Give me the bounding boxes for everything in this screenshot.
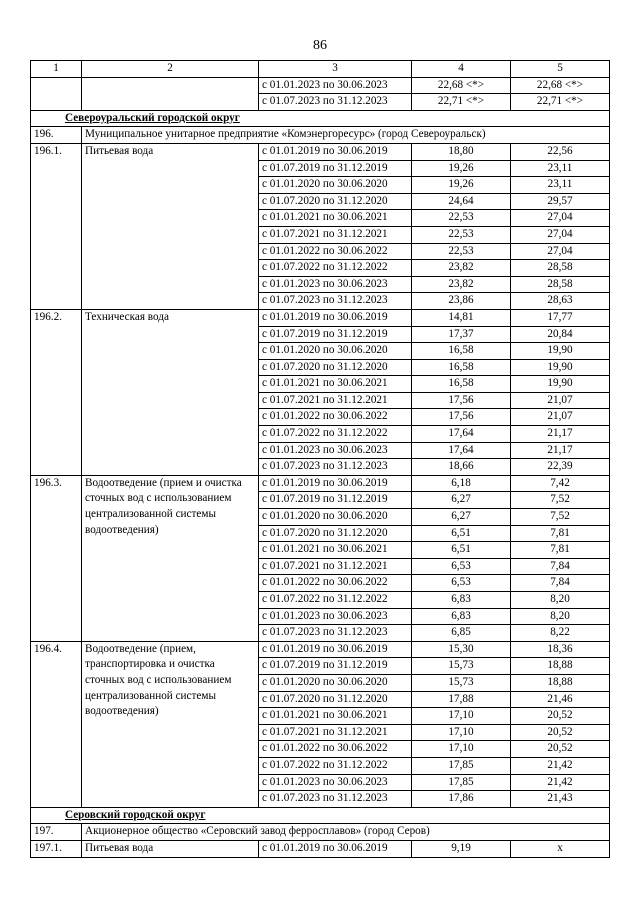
value-cell-5: 19,90: [511, 376, 610, 393]
value-cell-4: 6,51: [412, 525, 511, 542]
period-cell: с 01.07.2022 по 31.12.2022: [259, 757, 412, 774]
period-cell: с 01.01.2023 по 30.06.2023: [259, 774, 412, 791]
period-cell: с 01.01.2019 по 30.06.2019: [259, 475, 412, 492]
value-cell-4: 16,58: [412, 376, 511, 393]
item-name: Техническая вода: [82, 309, 259, 475]
value-cell-5: 21,07: [511, 392, 610, 409]
value-cell-5: 8,20: [511, 592, 610, 609]
value-cell-4: 6,85: [412, 625, 511, 642]
value-cell-5: 27,04: [511, 210, 610, 227]
period-cell: с 01.07.2021 по 31.12.2021: [259, 226, 412, 243]
period-cell: с 01.01.2023 по 30.06.2023: [259, 276, 412, 293]
value-cell-4: 6,53: [412, 575, 511, 592]
value-cell-5: 28,58: [511, 276, 610, 293]
header-col-4: 4: [412, 61, 511, 78]
value-cell-5: 23,11: [511, 160, 610, 177]
value-cell-4: 15,30: [412, 641, 511, 658]
value-cell-4: 6,18: [412, 475, 511, 492]
value-cell-4: 18,80: [412, 143, 511, 160]
value-cell-4: 14,81: [412, 309, 511, 326]
org-name: Акционерное общество «Серовский завод ферросплавов» (город Серов): [82, 824, 610, 841]
value-cell-5: 19,90: [511, 359, 610, 376]
period-cell: с 01.01.2022 по 30.06.2022: [259, 575, 412, 592]
value-cell-5: 19,90: [511, 343, 610, 360]
item-name: Водоотведение (прием и очистка сточных вод с использованием централизованной системы водоотведения): [82, 475, 259, 641]
value-cell-4: 15,73: [412, 658, 511, 675]
value-cell-5: 21,17: [511, 442, 610, 459]
value-cell-4: 22,53: [412, 210, 511, 227]
section-title: Североуральский городской округ: [31, 110, 610, 127]
value-cell-5: 29,57: [511, 193, 610, 210]
table-row: [31, 309, 610, 326]
period-cell: с 01.07.2020 по 31.12.2020: [259, 193, 412, 210]
table-row: [31, 475, 610, 492]
value-cell-4: 6,27: [412, 492, 511, 509]
value-cell-4: 6,53: [412, 558, 511, 575]
value-cell-5: x: [511, 840, 610, 857]
value-cell-4: 22,53: [412, 243, 511, 260]
table-row: [31, 840, 610, 857]
value-cell-4: 16,58: [412, 359, 511, 376]
section-title: Серовский городской округ: [31, 807, 610, 824]
value-cell-4: 17,64: [412, 426, 511, 443]
value-cell-5: 22,39: [511, 459, 610, 476]
value-cell-5: 21,42: [511, 774, 610, 791]
tariff-table: [30, 60, 610, 858]
period-cell: с 01.07.2019 по 31.12.2019: [259, 492, 412, 509]
value-cell-5: 21,43: [511, 791, 610, 808]
value-cell-4: 23,86: [412, 293, 511, 310]
table-row: [31, 77, 610, 94]
header-col-1: 1: [31, 61, 82, 78]
item-name: Питьевая вода: [82, 143, 259, 309]
period-cell: с 01.07.2020 по 31.12.2020: [259, 691, 412, 708]
value-cell-5: 23,11: [511, 177, 610, 194]
period-cell: с 01.01.2022 по 30.06.2022: [259, 243, 412, 260]
item-number: 196.4.: [31, 641, 82, 807]
period-cell: с 01.01.2022 по 30.06.2022: [259, 409, 412, 426]
value-cell-5: 22,56: [511, 143, 610, 160]
value-cell-5: 27,04: [511, 243, 610, 260]
org-number: 196.: [31, 127, 82, 144]
period-cell: с 01.01.2023 по 30.06.2023: [259, 77, 412, 94]
period-cell: с 01.07.2022 по 31.12.2022: [259, 426, 412, 443]
period-cell: с 01.07.2021 по 31.12.2021: [259, 558, 412, 575]
value-cell-4: 17,86: [412, 791, 511, 808]
value-cell-5: 7,84: [511, 575, 610, 592]
value-cell-4: 24,64: [412, 193, 511, 210]
value-cell-4: 17,37: [412, 326, 511, 343]
period-cell: с 01.01.2021 по 30.06.2021: [259, 210, 412, 227]
value-cell-4: 15,73: [412, 674, 511, 691]
period-cell: с 01.01.2021 по 30.06.2021: [259, 542, 412, 559]
value-cell-4: 17,56: [412, 409, 511, 426]
period-cell: с 01.07.2023 по 31.12.2023: [259, 94, 412, 111]
period-cell: с 01.07.2019 по 31.12.2019: [259, 658, 412, 675]
period-cell: с 01.07.2022 по 31.12.2022: [259, 592, 412, 609]
value-cell-5: 20,52: [511, 724, 610, 741]
value-cell-4: 19,26: [412, 160, 511, 177]
value-cell-5: 27,04: [511, 226, 610, 243]
item-number: 196.2.: [31, 309, 82, 475]
value-cell-5: 21,42: [511, 757, 610, 774]
value-cell-5: 8,22: [511, 625, 610, 642]
empty-cell: [31, 77, 82, 110]
value-cell-4: 23,82: [412, 276, 511, 293]
value-cell-4: 17,88: [412, 691, 511, 708]
period-cell: с 01.01.2023 по 30.06.2023: [259, 442, 412, 459]
value-cell-5: 22,68 <*>: [511, 77, 610, 94]
item-number: 196.3.: [31, 475, 82, 641]
organization-row: [31, 824, 610, 841]
period-cell: с 01.07.2020 по 31.12.2020: [259, 525, 412, 542]
item-name: Питьевая вода: [82, 840, 259, 857]
period-cell: с 01.01.2020 по 30.06.2020: [259, 509, 412, 526]
value-cell-4: 18,66: [412, 459, 511, 476]
table-row: [31, 641, 610, 658]
value-cell-4: 17,10: [412, 724, 511, 741]
value-cell-5: 28,63: [511, 293, 610, 310]
organization-row: [31, 127, 610, 144]
value-cell-4: 22,71 <*>: [412, 94, 511, 111]
period-cell: с 01.07.2023 по 31.12.2023: [259, 625, 412, 642]
value-cell-4: 22,68 <*>: [412, 77, 511, 94]
value-cell-4: 17,64: [412, 442, 511, 459]
value-cell-4: 19,26: [412, 177, 511, 194]
value-cell-4: 17,10: [412, 741, 511, 758]
period-cell: с 01.07.2019 по 31.12.2019: [259, 160, 412, 177]
value-cell-5: 20,52: [511, 708, 610, 725]
value-cell-4: 6,27: [412, 509, 511, 526]
value-cell-5: 7,42: [511, 475, 610, 492]
section-title-row: [31, 807, 610, 824]
table-header-row: [31, 61, 610, 78]
value-cell-4: 17,85: [412, 774, 511, 791]
section-title-row: [31, 110, 610, 127]
period-cell: с 01.01.2021 по 30.06.2021: [259, 376, 412, 393]
value-cell-5: 28,58: [511, 260, 610, 277]
period-cell: с 01.01.2020 по 30.06.2020: [259, 343, 412, 360]
value-cell-4: 6,83: [412, 608, 511, 625]
empty-cell: [82, 77, 259, 110]
value-cell-4: 23,82: [412, 260, 511, 277]
period-cell: с 01.07.2023 по 31.12.2023: [259, 459, 412, 476]
value-cell-5: 7,81: [511, 542, 610, 559]
period-cell: с 01.01.2021 по 30.06.2021: [259, 708, 412, 725]
value-cell-5: 7,81: [511, 525, 610, 542]
org-number: 197.: [31, 824, 82, 841]
value-cell-5: 21,46: [511, 691, 610, 708]
period-cell: с 01.07.2020 по 31.12.2020: [259, 359, 412, 376]
value-cell-5: 17,77: [511, 309, 610, 326]
value-cell-5: 8,20: [511, 608, 610, 625]
value-cell-4: 17,56: [412, 392, 511, 409]
value-cell-4: 17,10: [412, 708, 511, 725]
item-name: Водоотведение (прием, транспортировка и очистка сточных вод с использованием централизованной системы водоотведения): [82, 641, 259, 807]
period-cell: с 01.01.2019 по 30.06.2019: [259, 641, 412, 658]
value-cell-5: 7,52: [511, 509, 610, 526]
item-number: 197.1.: [31, 840, 82, 857]
org-name: Муниципальное унитарное предприятие «Комэнергоресурс» (город Североуральск): [82, 127, 610, 144]
period-cell: с 01.07.2022 по 31.12.2022: [259, 260, 412, 277]
header-col-2: 2: [82, 61, 259, 78]
period-cell: с 01.01.2020 по 30.06.2020: [259, 177, 412, 194]
value-cell-5: 18,88: [511, 674, 610, 691]
value-cell-5: 20,84: [511, 326, 610, 343]
value-cell-5: 21,17: [511, 426, 610, 443]
value-cell-5: 22,71 <*>: [511, 94, 610, 111]
value-cell-4: 22,53: [412, 226, 511, 243]
value-cell-4: 9,19: [412, 840, 511, 857]
period-cell: с 01.07.2023 по 31.12.2023: [259, 293, 412, 310]
item-number: 196.1.: [31, 143, 82, 309]
value-cell-5: 18,36: [511, 641, 610, 658]
table-row: [31, 143, 610, 160]
period-cell: с 01.07.2021 по 31.12.2021: [259, 724, 412, 741]
value-cell-5: 7,52: [511, 492, 610, 509]
period-cell: с 01.01.2020 по 30.06.2020: [259, 674, 412, 691]
page-number: 86: [313, 38, 327, 53]
header-col-5: 5: [511, 61, 610, 78]
value-cell-5: 18,88: [511, 658, 610, 675]
period-cell: с 01.01.2022 по 30.06.2022: [259, 741, 412, 758]
period-cell: с 01.07.2019 по 31.12.2019: [259, 326, 412, 343]
value-cell-5: 21,07: [511, 409, 610, 426]
period-cell: с 01.01.2019 по 30.06.2019: [259, 143, 412, 160]
value-cell-5: 20,52: [511, 741, 610, 758]
period-cell: с 01.01.2019 по 30.06.2019: [259, 840, 412, 857]
value-cell-5: 7,84: [511, 558, 610, 575]
value-cell-4: 6,83: [412, 592, 511, 609]
period-cell: с 01.01.2023 по 30.06.2023: [259, 608, 412, 625]
period-cell: с 01.07.2023 по 31.12.2023: [259, 791, 412, 808]
period-cell: с 01.07.2021 по 31.12.2021: [259, 392, 412, 409]
value-cell-4: 6,51: [412, 542, 511, 559]
header-col-3: 3: [259, 61, 412, 78]
period-cell: с 01.01.2019 по 30.06.2019: [259, 309, 412, 326]
value-cell-4: 17,85: [412, 757, 511, 774]
value-cell-4: 16,58: [412, 343, 511, 360]
